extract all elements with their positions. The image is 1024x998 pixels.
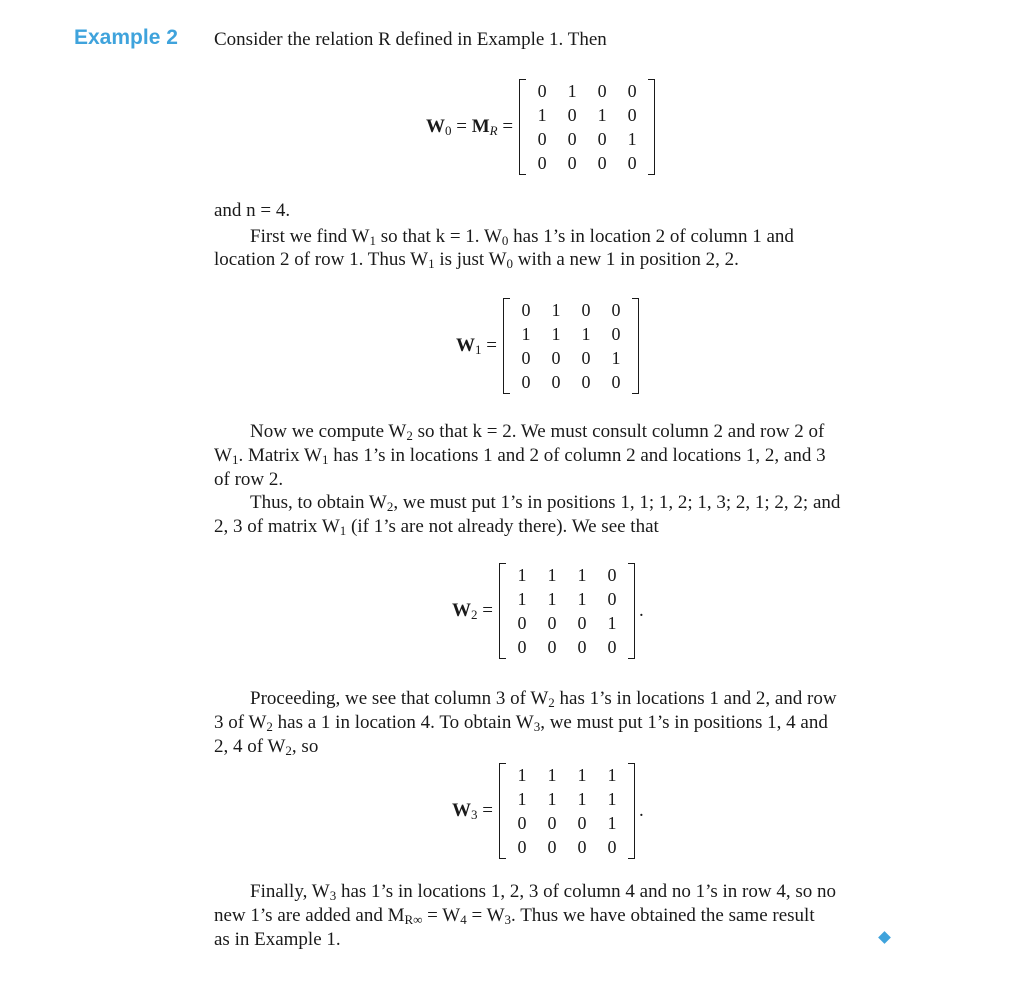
matrix-cell: 0 bbox=[577, 637, 587, 657]
matrix-cell: 0 bbox=[607, 637, 617, 657]
matrix-cell: 0 bbox=[577, 613, 587, 633]
matrix-cell: 0 bbox=[551, 348, 561, 368]
matrix-cell: 0 bbox=[551, 372, 561, 392]
paragraph-4-line-1: Proceeding, we see that column 3 of $W_2$ has 1’s in locations 1 and 2, and row bbox=[250, 688, 837, 710]
matrix-cell: 0 bbox=[547, 837, 557, 857]
paragraph-3-line-1: Thus, to obtain $W_2$, we must put 1’s in positions 1, 1; 1, 2; 1, 3; 2, 1; 2, 2; and bbox=[250, 492, 841, 514]
matrix-cell: 0 bbox=[577, 837, 587, 857]
matrix-cell: 0 bbox=[611, 372, 621, 392]
equation-period: . bbox=[638, 800, 644, 821]
matrix-cell: 0 bbox=[517, 813, 527, 833]
matrix-cell: 0 bbox=[537, 81, 547, 101]
matrix-cell: 1 bbox=[547, 765, 557, 785]
matrix-cell: 0 bbox=[627, 81, 637, 101]
paragraph-5-line-2: new 1’s are added and $M_{R\infty} = W_4 = W_3$. Thus we have obtained the same result bbox=[214, 905, 815, 927]
paragraph-4-line-3: 2, 4 of $W_2$, so bbox=[214, 736, 319, 758]
matrix-cell: 1 bbox=[607, 813, 617, 833]
matrix-cell: 1 bbox=[537, 105, 547, 125]
matrix-cell: 1 bbox=[517, 789, 527, 809]
equation-lhs: $W_1$ = bbox=[456, 335, 497, 357]
matrix-cell: 1 bbox=[597, 105, 607, 125]
text-n: and n = 4. bbox=[214, 200, 291, 221]
matrix-cell: 1 bbox=[607, 613, 617, 633]
equation-lhs: $W_2$ = bbox=[452, 600, 493, 622]
equation-w2 bbox=[452, 563, 644, 659]
matrix-cell: 0 bbox=[521, 372, 531, 392]
equation-period: . bbox=[638, 600, 644, 621]
matrix-cell: 1 bbox=[521, 324, 531, 344]
matrix-cell: 1 bbox=[551, 300, 561, 320]
matrix-w3 bbox=[499, 763, 635, 859]
matrix-cell: 1 bbox=[517, 765, 527, 785]
matrix-w0 bbox=[519, 79, 655, 175]
matrix-cell: 0 bbox=[597, 81, 607, 101]
matrix-cell: 0 bbox=[581, 300, 591, 320]
matrix-cell: 1 bbox=[547, 565, 557, 585]
matrix-cell: 1 bbox=[577, 789, 587, 809]
paragraph-1: First we find $W_1$ so that k = 1. $W_0$ has 1’s in location 2 of column 1 and bbox=[250, 226, 794, 248]
paragraph-3-line-2: 2, 3 of matrix $W_1$ (if 1’s are not already there). We see that bbox=[214, 516, 659, 538]
matrix-cell: 0 bbox=[547, 613, 557, 633]
paragraph-5-line-3: as in Example 1. bbox=[214, 929, 341, 950]
matrix-cell: 1 bbox=[547, 589, 557, 609]
matrix-cell: 0 bbox=[627, 105, 637, 125]
matrix-cell: 0 bbox=[517, 613, 527, 633]
equation-w3 bbox=[452, 763, 644, 859]
equation-w1 bbox=[456, 298, 639, 394]
matrix-cell: 0 bbox=[537, 129, 547, 149]
paragraph-5-line-1: Finally, $W_3$ has 1’s in locations 1, 2, 3 of column 4 and no 1’s in row 4, so no bbox=[250, 881, 836, 903]
matrix-cell: 0 bbox=[521, 300, 531, 320]
paragraph-2-line-3: of row 2. bbox=[214, 469, 284, 490]
matrix-cell: 1 bbox=[581, 324, 591, 344]
matrix-cell: 1 bbox=[577, 565, 587, 585]
equation-w0 bbox=[426, 79, 655, 175]
paragraph-4-line-2: 3 of $W_2$ has a 1 in location 4. To obtain $W_3$, we must put 1’s in positions 1, 4 and bbox=[214, 712, 828, 734]
matrix-cell: 0 bbox=[567, 105, 577, 125]
paragraph-2-line-2: $W_1$. Matrix $W_1$ has 1’s in locations 1 and 2 of column 2 and locations 1, 2, and 3 bbox=[214, 445, 826, 467]
example-label: Example 2 bbox=[74, 26, 178, 49]
matrix-cell: 1 bbox=[517, 565, 527, 585]
matrix-cell: 1 bbox=[577, 589, 587, 609]
equation-lhs: $W_3$ = bbox=[452, 800, 493, 822]
equation-lhs: $W_0 = M_R$ = bbox=[426, 116, 514, 138]
matrix-cell: 0 bbox=[517, 837, 527, 857]
matrix-cell: 1 bbox=[627, 129, 637, 149]
matrix-cell: 0 bbox=[611, 300, 621, 320]
matrix-cell: 0 bbox=[577, 813, 587, 833]
matrix-cell: 0 bbox=[521, 348, 531, 368]
matrix-cell: 0 bbox=[517, 637, 527, 657]
matrix-cell: 0 bbox=[607, 837, 617, 857]
matrix-cell: 0 bbox=[547, 813, 557, 833]
matrix-cell: 0 bbox=[581, 372, 591, 392]
matrix-w2 bbox=[499, 563, 635, 659]
matrix-cell: 0 bbox=[597, 129, 607, 149]
matrix-cell: 1 bbox=[547, 789, 557, 809]
matrix-cell: 0 bbox=[627, 153, 637, 173]
matrix-cell: 1 bbox=[611, 348, 621, 368]
matrix-cell: 0 bbox=[581, 348, 591, 368]
matrix-cell: 0 bbox=[537, 153, 547, 173]
paragraph-1-line-2: location 2 of row 1. Thus $W_1$ is just $W_0$ with a new 1 in position 2, 2. bbox=[214, 249, 739, 271]
matrix-cell: 0 bbox=[567, 153, 577, 173]
matrix-cell: 1 bbox=[567, 81, 577, 101]
matrix-cell: 0 bbox=[597, 153, 607, 173]
matrix-cell: 1 bbox=[551, 324, 561, 344]
example-intro: Consider the relation R defined in Example 1. Then bbox=[214, 29, 607, 50]
paragraph-2-line-1: Now we compute $W_2$ so that k = 2. We must consult column 2 and row 2 of bbox=[250, 421, 825, 443]
matrix-cell: 1 bbox=[517, 589, 527, 609]
matrix-cell: 1 bbox=[577, 765, 587, 785]
matrix-w1 bbox=[503, 298, 639, 394]
matrix-cell: 0 bbox=[611, 324, 621, 344]
matrix-cell: 0 bbox=[547, 637, 557, 657]
matrix-cell: 1 bbox=[607, 765, 617, 785]
matrix-cell: 1 bbox=[607, 789, 617, 809]
matrix-cell: 0 bbox=[607, 589, 617, 609]
matrix-cell: 0 bbox=[567, 129, 577, 149]
matrix-cell: 0 bbox=[607, 565, 617, 585]
